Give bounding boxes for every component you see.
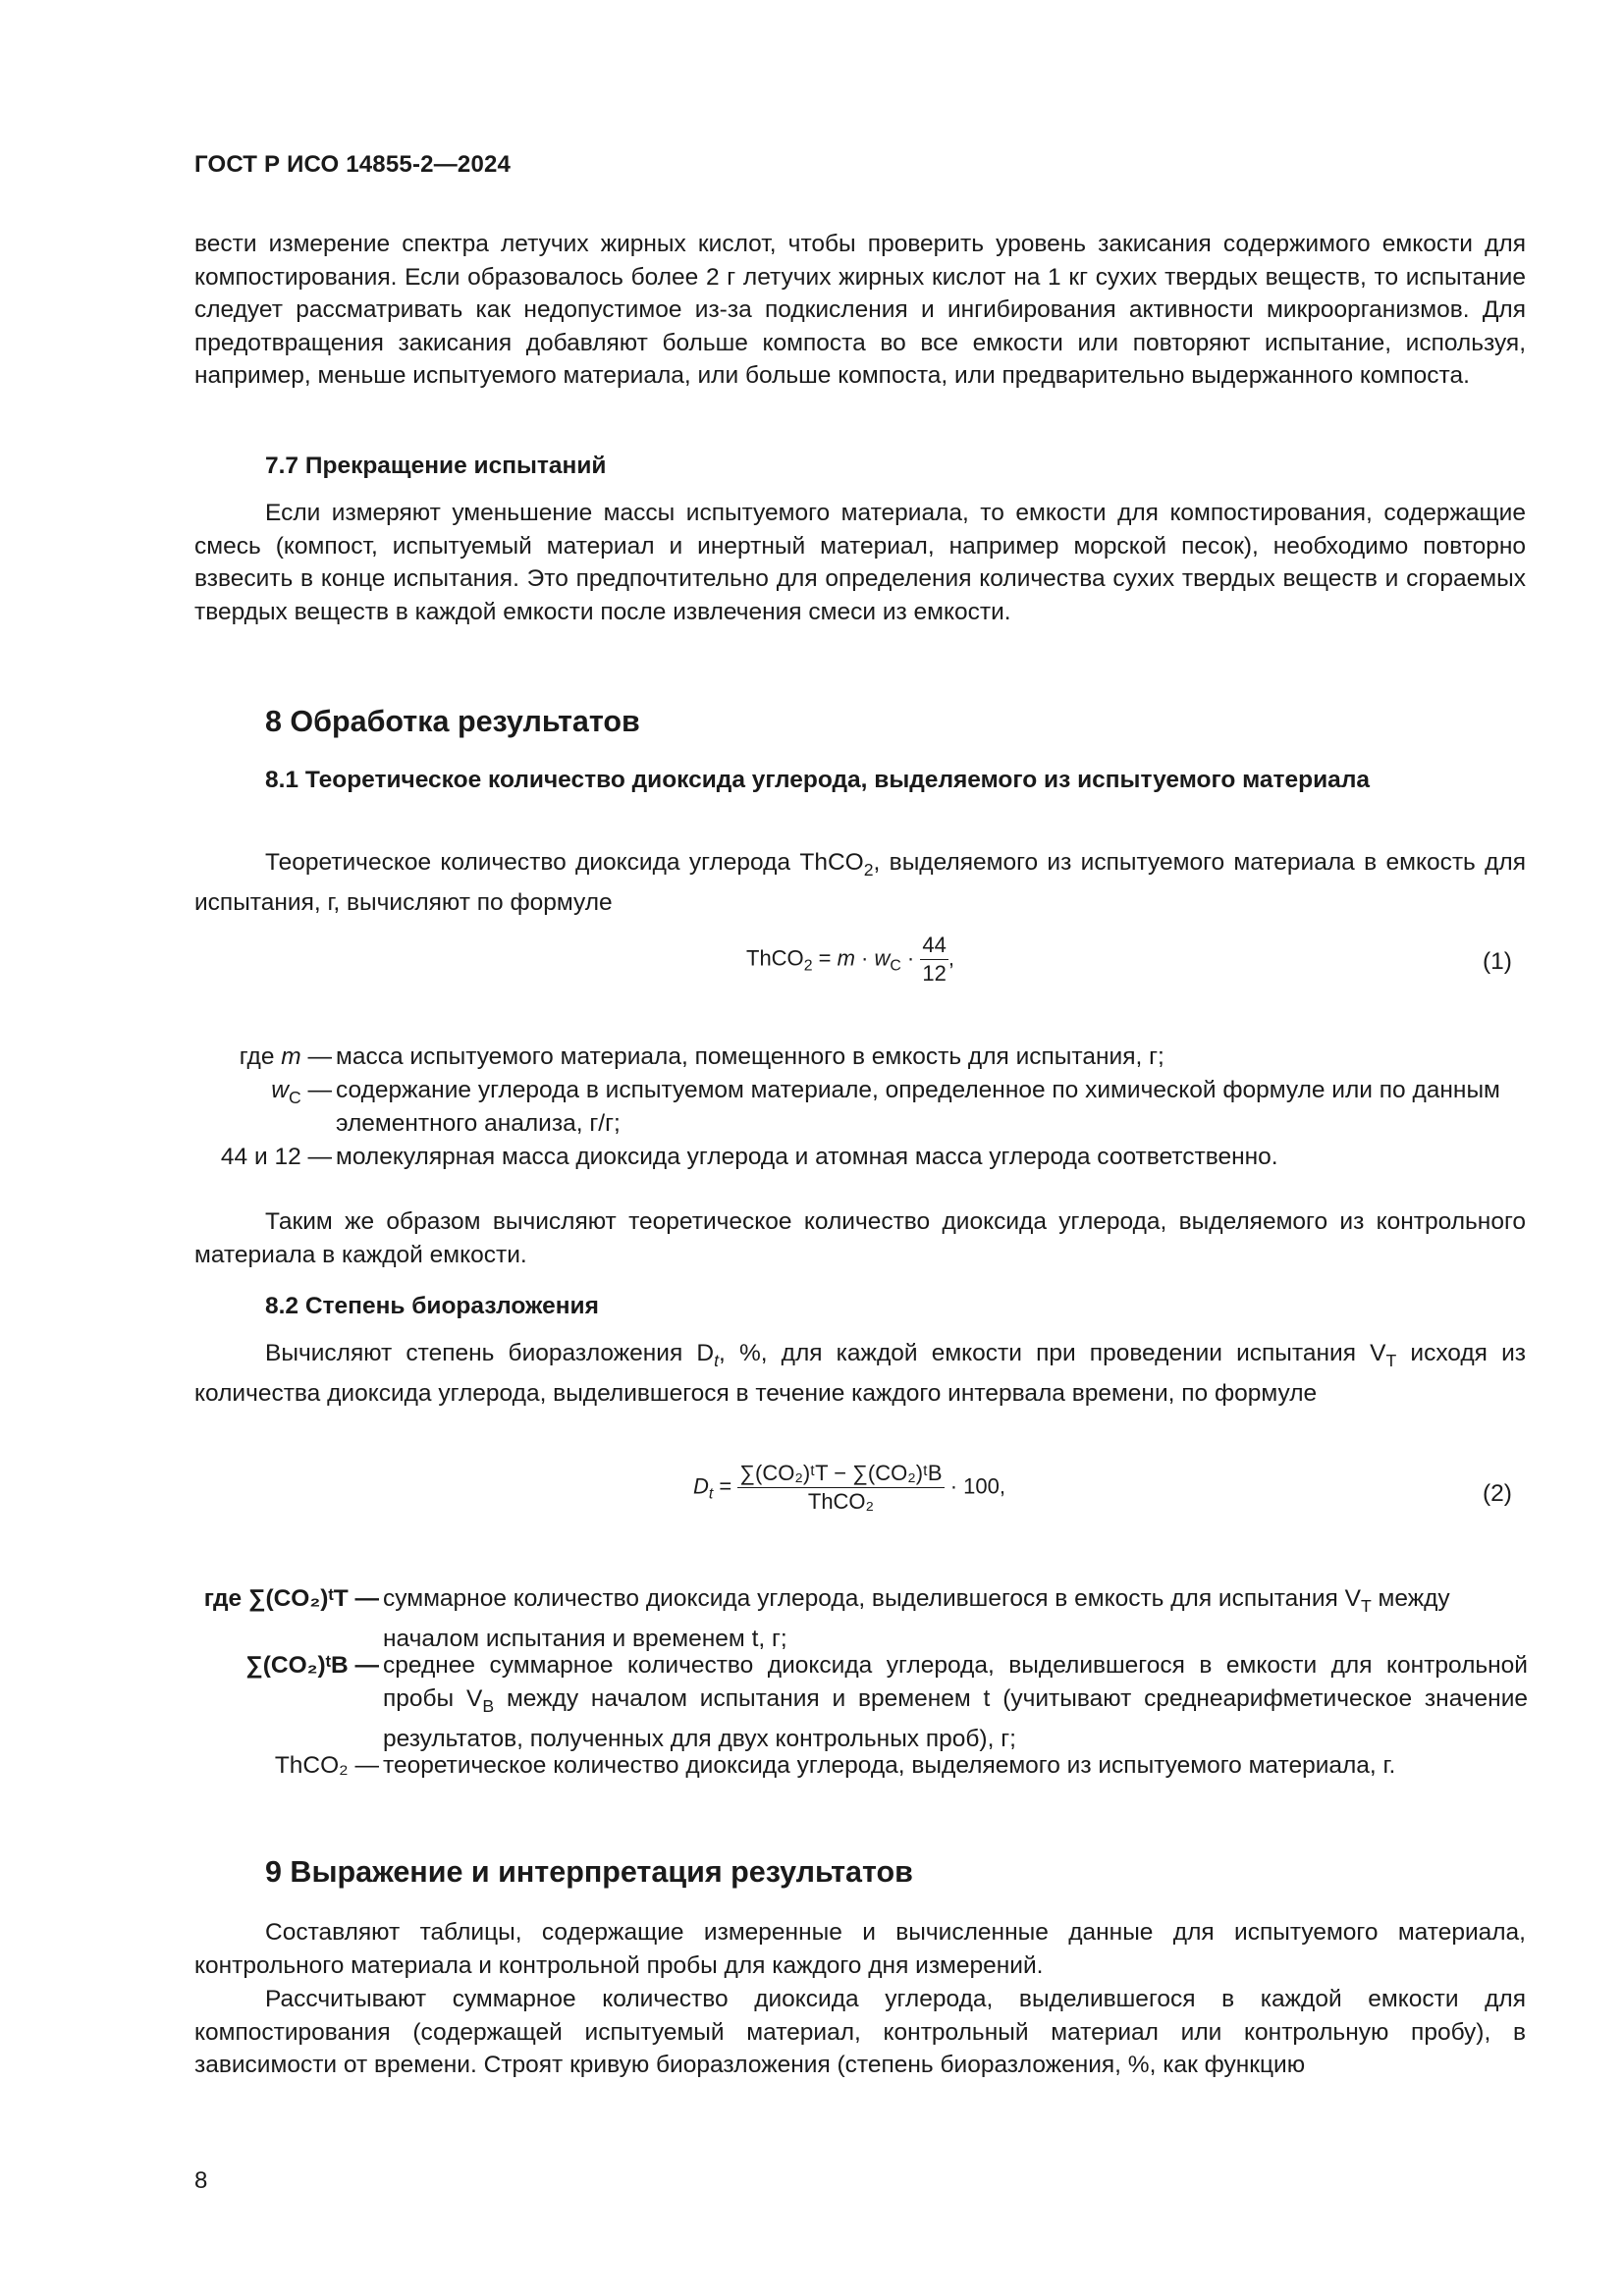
formula-1-fraction: $\frac{44}{12}$ <box>922 933 947 986</box>
formula-2-fraction: $\frac{\text{∑(CO₂)ᵗT − ∑(CO₂)ᵗB}}{\text{ThCO₂}}$ <box>739 1461 943 1514</box>
section-8-1-end-text: Таким же образом вычисляют теоретическое количество диоксида углерода, выделяемого из контрольного материала в каждой емкости. <box>194 1208 1526 1268</box>
section-8-1-heading: 8.1 Теоретическое количество диоксида углерода, выделяемого из испытуемого материала <box>265 767 1371 793</box>
section-7-7-heading: 7.7 Прекращение испытаний <box>265 453 607 479</box>
page-number: 8 <box>194 2167 208 2194</box>
section-9-paragraph-1: Составляют таблицы, содержащие измеренные и вычисленные данные для испытуемого материала, контрольного материала и контрольной пробы для каждого дня измерений. <box>194 1919 1526 1979</box>
section-8-1-text: Теоретическое количество диоксида углерода ThCO$_2$, выделяемого из испытуемого материала в емкость для испытания, г, вычисляют по формуле <box>194 849 1526 917</box>
section-8-heading: 8 Обработка результатов <box>265 705 640 738</box>
section-9-paragraph-2: Рассчитывают суммарное количество диоксида углерода, выделившегося в каждой емкости для компостирования (содержащей испытуемый материал, контрольный материал или контрольную пробу), в зависимости от времени. Строят кривую биоразложения (степень биоразложения, %, как функцию <box>194 1986 1526 2078</box>
section-7-7-text: Если измеряют уменьшение массы испытуемого материала, то емкости для компостирования, содержащие смесь (компост, испытуемый материал и инертный материал, например морской песок), необходимо повторно взвесить в конце испытания. Это предпочтительно для определения количества сухих твердых веществ и сгораемых твердых веществ в каждой емкости после извлечения смеси из емкости. <box>194 500 1526 625</box>
document-header: ГОСТ Р ИСО 14855-2—2024 <box>194 151 512 178</box>
document-page: ГОСТ Р ИСО 14855-2—2024 вести измерение спектра летучих жирных кислот, чтобы проверить уровень закисания содержимого емкости для компостирования. Если образовалось более 2 г летучих жирных кислот на 1 кг сухих твердых веществ, то испытание следует рассматривать как недопустимое из-за подкисления и ингибирования активности микроорганизмов. Для предотвращения закисания добавляют больше компоста во все емкости или повторяют испытание, используя, например, меньше испытуемого материала, или больше компоста, или предварительно выдержанного компоста. 7.7 Прекращение испытаний Если измеряют уменьшение массы испытуемого материала, то емкости для компостирования, содержащие смесь (компост, испытуемый материал и инертный материал, например морской песок), необходимо повторно взвесить в конце испытания. Это предпочтительно для определения количества сухих твердых веществ и сгораемых твердых веществ в каждой емкости после извлечения смеси из емкости. 8 Обработка результатов 8.1 Теоретическое количество диоксида углерода, выделяемого из испытуемого материала Теоретическое количество диоксида углерода ThCO$_2$, выделяемого из испытуемого материала в емкость для испытания, г, вычисляют по формуле ThCO$_2$ = $m \cdot w_C$ · $\frac{44}{12}$ , (1) где m — масса испытуемого материала, помещенного в емкость для испытания, г; $w_C$ — содержание углерода в испытуемом материале, определенное по химической формуле или по данным элементного анализа, г/г; 44 и 12 — молекулярная масса диоксида углерода и атомная масса углерода соответственно. Таким же образом вычисляют теоретическое количество диоксида углерода, выделяемого из контрольного материала в каждой емкости. 8.2 Степень биоразложения Вычисляют степень биоразложения $D_t$, %, для каждой емкости при проведении испытания $V_T$ исходя из количества диоксида углерода, выделившегося в течение каждого интервала времени, по формуле $D_t$ = $\frac{\text{∑(CO₂)ᵗT − ∑(CO₂)ᵗB}}{\text{ThCO₂}}$ · 100, (2) где ∑(CO₂)ᵗT — суммарное количество диоксида углерода, выделившегося в емкость для испытания $V_T$ между началом испытания и временем t, г; ∑(CO₂)ᵗB — среднее суммарное количество диоксида углерода, выделившегося в емкости для контрольной пробы $V_B$ между началом испытания и временем t (учитывают среднеарифметическое значение результатов, полученных для двух контрольных проб), г; ThCO₂ — теоретическое количество диоксида углерода, выделяемого из испытуемого материала, г. 9 Выражение и интерпретация результатов Составляют таблицы, содержащие измеренные и вычисленные данные для испытуемого материала, контрольного материала и контрольной пробы для каждого дня измерений. Рассчитывают суммарное количество диоксида углерода, выделившегося в каждой емкости для компостирования (содержащей испытуемый материал, контрольный материал или контрольную пробу), в зависимости от времени. Строят кривую биоразложения (степень биоразложения, %, как функцию 8 <box>194 151 1529 2194</box>
formula-2: $D_t$ = $\frac{\text{∑(CO₂)ᵗT − ∑(CO₂)ᵗB}}{\text{ThCO₂}}$ · 100, <box>693 1461 1005 1514</box>
formula-1-number: (1) <box>1483 948 1512 975</box>
section-8-2-text: Вычисляют степень биоразложения $D_t$, %, для каждой емкости при проведении испытания $V_T$ исходя из количества диоксида углерода, выделившегося в течение каждого интервала времени, по формуле <box>194 1340 1527 1408</box>
intro-paragraph: вести измерение спектра летучих жирных кислот, чтобы проверить уровень закисания содержимого емкости для компостирования. Если образовалось более 2 г летучих жирных кислот на 1 кг сухих твердых веществ, то испытание следует рассматривать как недопустимое из-за подкисления и ингибирования активности микроорганизмов. Для предотвращения закисания добавляют больше компоста во все емкости или повторяют испытание, используя, например, меньше испытуемого материала, или больше компоста, или предварительно выдержанного компоста. <box>194 231 1526 389</box>
section-8-2-heading: 8.2 Степень биоразложения <box>265 1293 599 1319</box>
section-9-heading: 9 Выражение и интерпретация результатов <box>265 1855 913 1889</box>
formula-2-number: (2) <box>1483 1480 1512 1507</box>
formula-1: ThCO$_2$ = $m \cdot w_C$ · $\frac{44}{12}$ , <box>746 933 954 986</box>
